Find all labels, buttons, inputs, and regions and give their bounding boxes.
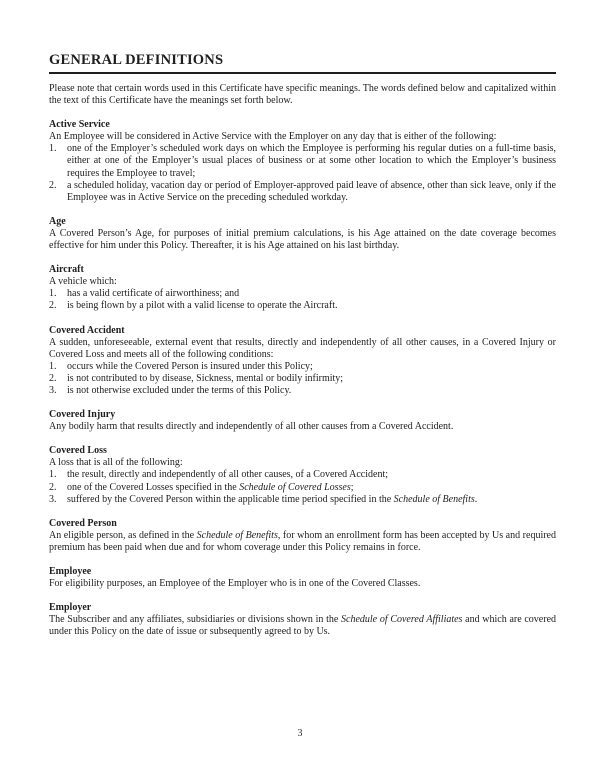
list-item [49,361,556,373]
list-number: 1. [49,360,57,372]
list-item-text [67,288,556,300]
definition-text [49,337,556,361]
italic-reference: Schedule of Covered Losses [239,481,351,493]
definition-section [49,602,556,638]
italic-reference: Schedule of Benefits [393,493,475,505]
list-number: 2. [49,300,57,312]
definition-term: Age [49,215,66,227]
definition-section [49,264,556,312]
list-number: 3. [49,493,57,505]
text-segment: has a valid certificate of airworthiness; and [67,288,240,300]
list-item [49,385,556,397]
text-segment: A loss that is all of the following: [49,457,183,469]
list-item [49,494,556,506]
text-segment: is being flown by a pilot with a valid license to operate the Aircraft. [67,300,338,312]
list-number: 2. [49,481,57,493]
text-segment: occurs while the Covered Person is insured under this Policy; [67,360,313,372]
list-item-text [67,373,556,385]
definition-section [49,409,556,433]
text-segment: and which are covered under this Policy on the date of issue or subsequently agreed to by Us. [49,614,557,638]
list-item-text [67,300,556,312]
definition-term: Employer [49,602,92,614]
definition-term: Covered Injury [49,409,116,421]
list-number: 2. [49,179,57,191]
list-number: 3. [49,384,57,396]
list-number: 1. [49,469,57,481]
definition-term: Covered Accident [49,324,125,336]
definition-section [49,445,556,505]
italic-reference: Schedule of Covered Affiliates [341,614,463,626]
definition-term: Covered Loss [49,445,107,457]
list-number: 1. [49,143,57,155]
definition-text [49,421,556,433]
definition-text [49,276,556,288]
text-segment: ; [350,481,354,493]
list-item-text [67,494,556,506]
definition-term: Aircraft [49,264,84,276]
definition-section [49,566,556,590]
list-item [49,482,556,494]
text-segment: The Subscriber and any affiliates, subsidiaries or divisions shown in the [49,614,342,626]
list-item [49,180,556,204]
definition-text [49,131,556,143]
definition-term: Active Service [49,119,110,131]
text-segment: For eligibility purposes, an Employee of the Employer who is in one of the Covered Classes. [49,578,421,590]
list-item [49,288,556,300]
list-item [49,469,556,481]
list-item [49,373,556,385]
text-segment: is not otherwise excluded under the terms of this Policy. [67,384,292,396]
text-segment: , for whom an enrollment form has been accepted by Us and required premium has been paid when due and for whom coverage under this Policy remains in force. [49,529,556,553]
text-segment: one of the Covered Losses specified in the [67,481,240,493]
list-number: 1. [49,288,57,300]
list-number: 2. [49,372,57,384]
definition-text [49,228,556,252]
definition-section [49,325,556,398]
page-title: GENERAL DEFINITIONS [49,52,556,74]
text-segment: A vehicle which: [49,276,117,288]
definition-text [49,457,556,469]
definition-text [49,578,556,590]
text-segment: is not contributed to by disease, Sickness, mental or bodily infirmity; [67,372,344,384]
definitions-sections [49,119,556,638]
list-item-text [67,361,556,373]
text-segment: An Employee will be considered in Active Service with the Employer on any day that is either of the following: [49,131,497,143]
text-segment: A sudden, unforeseeable, external event that results, directly and independently of all other causes, in a Covered Injury or Covered Loss and meets all of the following conditions: [49,336,556,360]
list-item-text [67,482,556,494]
list-item-text [67,143,556,179]
definition-section [49,119,556,204]
definition-section [49,216,556,252]
text-segment: A Covered Person’s Age, for purposes of initial premium calculations, is his Age attained on the date coverage becomes effective for him under this Policy. Thereafter, it is his Age attained on his last birthday. [49,227,556,252]
list-item-text [67,385,556,397]
list-item [49,143,556,179]
text-segment: a scheduled holiday, vacation day or period of Employer-approved paid leave of absence, other than sick leave, only if the Employee was in Active Service on the preceding scheduled workday. [67,179,556,203]
definition-term: Employee [49,566,92,577]
definition-term: Covered Person [49,517,117,529]
page-number: 3 [297,728,303,739]
list-item [49,300,556,312]
document-content [49,52,556,638]
text-segment: the result, directly and independently of all other causes, of a Covered Accident; [67,469,389,481]
text-segment: An eligible person, as defined in the [49,529,197,541]
list-item-text [67,180,556,204]
list-item-text [67,469,556,481]
text-segment: one of the Employer’s scheduled work days on which the Employee is performing his regular duties on a full-time basis, either at one of the Employer’s usual places of business or at some other location to which the Employer’s business requires the Employee to travel; [67,143,556,179]
definition-text [49,614,556,638]
definition-text [49,530,556,554]
italic-reference: Schedule of Benefits [196,529,278,541]
intro-paragraph: Please note that certain words used in this Certificate have specific meanings. The words defined below and capitalized within the text of this Certificate have the meanings set forth below. [49,83,556,107]
definition-section [49,518,556,554]
text-segment: suffered by the Covered Person within the applicable time period specified in the [67,493,394,505]
text-segment: . [474,493,478,505]
text-segment: Any bodily harm that results directly and independently of all other causes from a Covered Accident. [49,421,454,433]
